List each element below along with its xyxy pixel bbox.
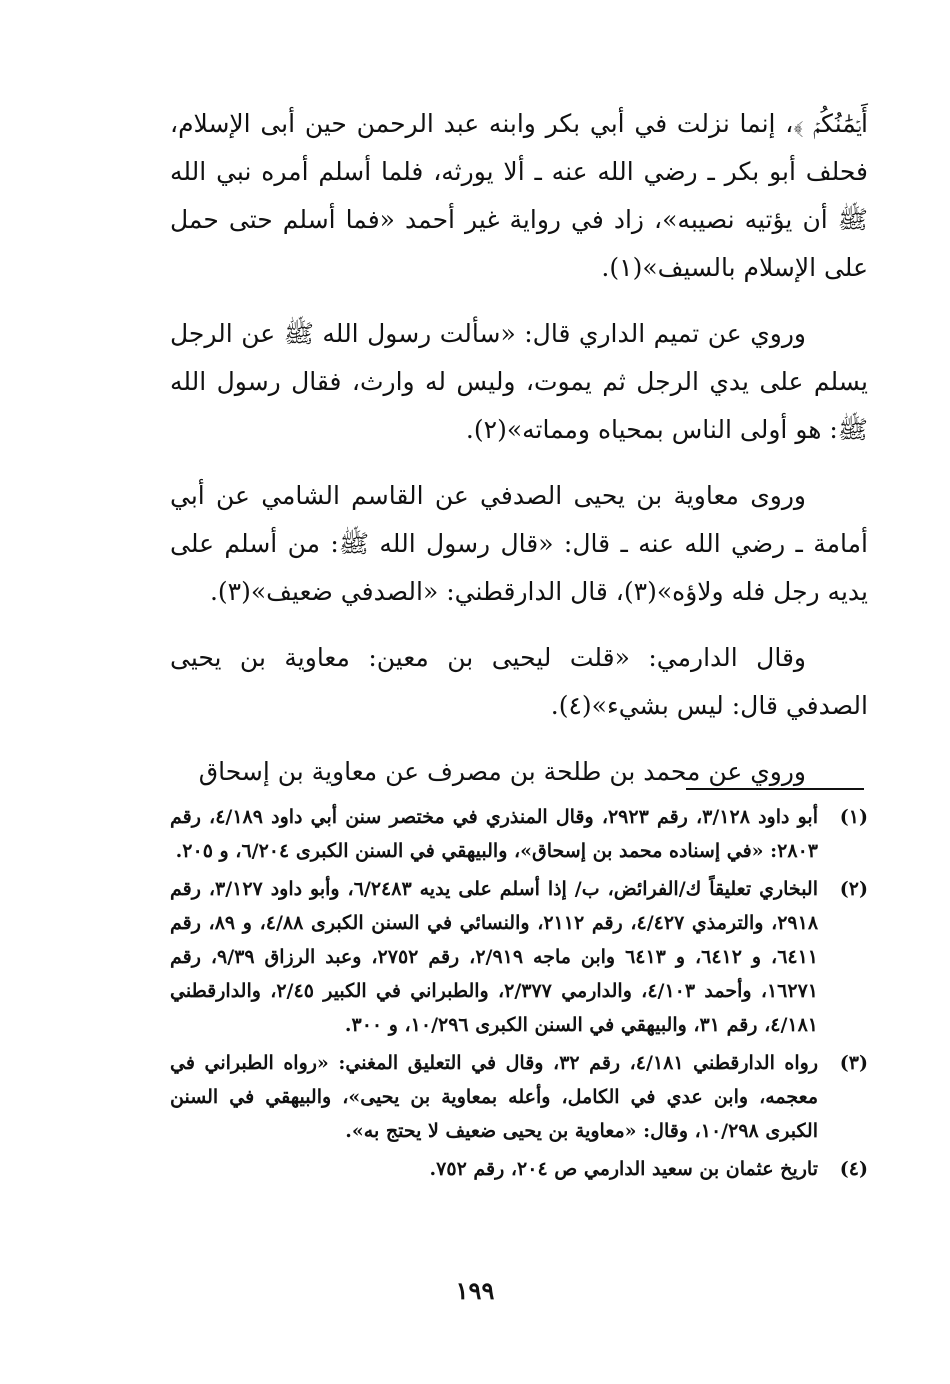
- footnote-number: (٣): [839, 1052, 868, 1074]
- main-text: [170, 100, 868, 814]
- paragraph-3: وروى معاوية بن يحيى الصدفي عن القاسم الشامي عن أبي أمامة ـ رضي الله عنه ـ قال: «قال رسول الله ﷺ: من أسلم على يديه رجل فله ولاؤه»(٣)، قال الدارقطني: «الصدفي ضعيف»(٣).: [170, 481, 868, 606]
- paragraph-1: أَيۡمَٰنُكُمۡ ﴾، إنما نزلت في أبي بكر وابنه عبد الرحمن حين أبى الإسلام، فحلف أبو بكر ـ رضي الله عنه ـ ألا يورثه، فلما أسلم أمره نبي الله ﷺ أن يؤتيه نصيبه»، زاد في رواية غير أحمد «فما أسلم حتى حمل على الإسلام بالسيف»(١).: [170, 109, 868, 282]
- footnote-text: تاريخ عثمان بن سعيد الدارمي ص ٢٠٤، رقم ٧٥٢.: [429, 1158, 818, 1180]
- footnote-1: [170, 800, 868, 868]
- footnote-number: (٤): [839, 1158, 868, 1180]
- footnote-text: البخاري تعليقاً ك/الفرائض، ب/ إذا أسلم على يديه ٦/٢٤٨٣، وأبو داود ٣/١٢٧، رقم ٢٩١٨، والترمذي ٤/٤٢٧، رقم ٢١١٢، والنسائي في السنن الكبرى ٤/٨٨، و ٨٩، رقم ٦٤١١، و ٦٤١٢، و ٦٤١٣ وابن ماجه ٢/٩١٩، رقم ٢٧٥٢، وعبد الرزاق ٩/٣٩، رقم ١٦٢٧١، وأحمد ٤/١٠٣، والدارمي ٢/٣٧٧، والطبراني في الكبير ٢/٤٥، والدارقطني ٤/١٨١، رقم ٣١، والبيهقي في السنن الكبرى ١٠/٢٩٦، و ٣٠٠.: [170, 878, 819, 1036]
- footnote-3: [170, 1046, 868, 1148]
- paragraph-2: وروي عن تميم الداري قال: «سألت رسول الله ﷺ عن الرجل يسلم على يدي الرجل ثم يموت، وليس له وارث، فقال رسول الله ﷺ: هو أولى الناس بمحياه ومماته»(٢).: [170, 319, 868, 444]
- paragraph-5: وروي عن محمد بن طلحة بن مصرف عن معاوية بن إسحاق: [198, 757, 806, 786]
- footnote-text: أبو داود ٣/١٢٨، رقم ٢٩٢٣، وقال المنذري في مختصر سنن أبي داود ٤/١٨٩، رقم ٢٨٠٣: «في إسناده محمد بن إسحاق»، والبيهقي في السنن الكبرى ٦/٢٠٤، و ٢٠٥.: [170, 806, 818, 862]
- footnotes: [170, 800, 868, 1190]
- footnote-2: [170, 872, 868, 1042]
- footnote-4: [170, 1152, 868, 1186]
- paragraph-4: وقال الدارمي: «قلت ليحيى بن معين: معاوية بن يحيى الصدفي قال: ليس بشيء»(٤).: [170, 643, 868, 720]
- footnote-number: (٢): [839, 878, 868, 900]
- footnote-text: رواه الدارقطني ٤/١٨١، رقم ٣٢، وقال في التعليق المغني: «رواه الطبراني في معجمه، وابن عدي في الكامل، وأعله بمعاوية بن يحيى»، والبيهقي في السنن الكبرى ١٠/٢٩٨، وقال: «معاوية بن يحيى ضعيف لا يحتج به».: [170, 1052, 819, 1142]
- page-number: ١٩٩: [455, 1276, 495, 1305]
- footnote-number: (١): [839, 806, 868, 828]
- footnote-separator: [686, 788, 864, 790]
